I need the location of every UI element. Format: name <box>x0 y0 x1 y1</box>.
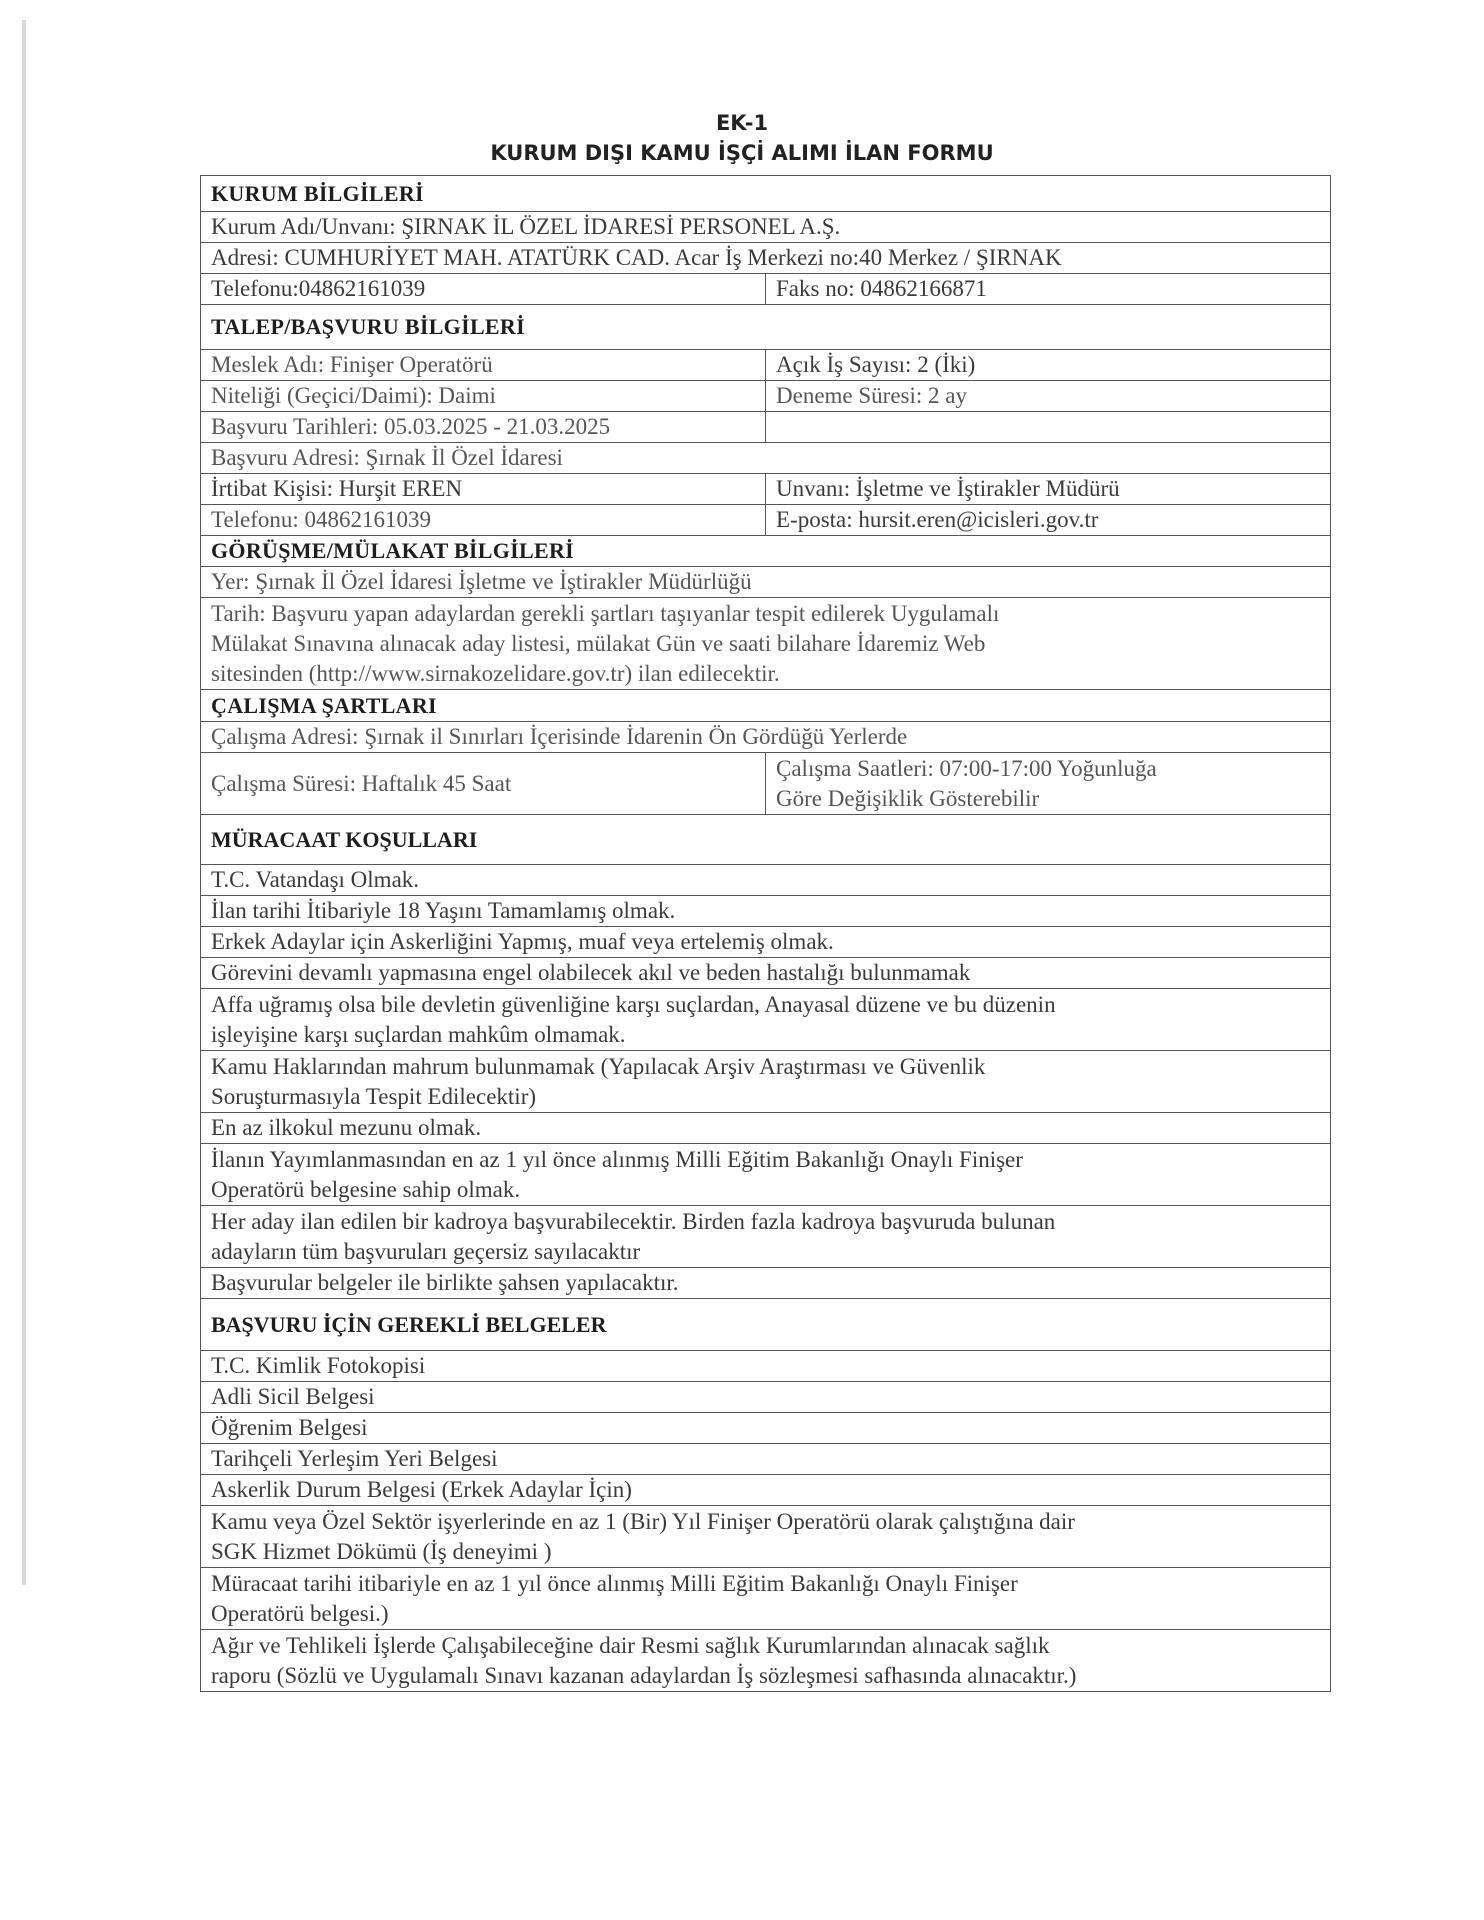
muracaat-item-cell <box>201 927 1331 958</box>
acik-is-sayisi: Açık İş Sayısı: 2 (İki) <box>766 350 1331 381</box>
belge-item-cell <box>201 1413 1331 1444</box>
belge-item-line: Tarihçeli Yerleşim Yeri Belgesi <box>211 1446 498 1471</box>
muracaat-item-line: Affa uğramış olsa bile devletin güvenliğine karşı suçlardan, Anayasal düzene ve bu düzenin <box>211 991 1056 1017</box>
gorusme-tarihi-line: Mülakat Sınavına alınacak aday listesi, mülakat Gün ve saati bilahare İdaremiz Web <box>211 630 986 656</box>
calisma-saatleri <box>766 753 1331 815</box>
meslek-adi: Meslek Adı: Finişer Operatörü <box>201 350 766 381</box>
belge-item-line: raporu (Sözlü ve Uygulamalı Sınavı kazanan adaylardan İş sözleşmesi safhasında alınacaktır.) <box>211 1662 1077 1688</box>
section-row <box>201 690 1331 722</box>
form-row <box>201 443 1331 474</box>
section-heading-talep: TALEP/BAŞVURU BİLGİLERİ <box>201 305 1331 350</box>
muracaat-item-line: adayların tüm başvuruları geçersiz sayılacaktır <box>211 1238 641 1264</box>
calisma-saatleri-line: Çalışma Saatleri: 07:00-17:00 Yoğunluğa <box>776 755 1157 781</box>
muracaat-item <box>201 1051 1331 1113</box>
calisma-suresi: Çalışma Süresi: Haftalık 45 Saat <box>201 753 766 815</box>
kurum-address: Adresi: CUMHURİYET MAH. ATATÜRK CAD. Acar İş Merkezi no:40 Merkez / ŞIRNAK <box>201 243 1331 274</box>
belge-item <box>201 1382 1331 1413</box>
muracaat-item-cell <box>201 1268 1331 1299</box>
muracaat-item <box>201 1144 1331 1206</box>
section-row <box>201 536 1331 567</box>
section-heading-muracaat: MÜRACAAT KOŞULLARI <box>201 815 1331 865</box>
muracaat-item <box>201 1268 1331 1299</box>
form-row <box>201 722 1331 753</box>
scan-edge-mark <box>22 20 26 1585</box>
muracaat-item-line: Görevini devamlı yapmasına engel olabilecek akıl ve beden hastalığı bulunmamak <box>211 960 971 985</box>
gorusme-tarihi-line: Tarih: Başvuru yapan adaylardan gerekli şartları taşıyanlar tespit edilerek Uygulamalı <box>211 600 1000 626</box>
belge-item-line: SGK Hizmet Dökümü (İş deneyimi ) <box>211 1538 552 1564</box>
muracaat-item-line: En az ilkokul mezunu olmak. <box>211 1115 482 1140</box>
belge-item-line: Operatörü belgesi.) <box>211 1600 389 1626</box>
muracaat-item-line: Her aday ilan edilen bir kadroya başvurabilecektir. Birden fazla kadroya başvuruda bulunan <box>211 1208 1056 1234</box>
muracaat-item-cell <box>201 989 1331 1051</box>
form-row <box>201 474 1331 505</box>
muracaat-item-line: işleyişine karşı suçlardan mahkûm olmamak. <box>211 1021 626 1047</box>
belge-item <box>201 1630 1331 1692</box>
basvuru-adresi: Başvuru Adresi: Şırnak İl Özel İdaresi <box>201 443 1331 474</box>
form-row <box>201 350 1331 381</box>
muracaat-item-line: Erkek Adaylar için Askerliğini Yapmış, muaf veya ertelemiş olmak. <box>211 929 834 954</box>
belge-item <box>201 1568 1331 1630</box>
muracaat-item <box>201 958 1331 989</box>
belge-item-cell <box>201 1382 1331 1413</box>
form-row <box>201 598 1331 690</box>
gorusme-tarihi <box>201 598 1331 690</box>
muracaat-item <box>201 865 1331 896</box>
section-row <box>201 815 1331 865</box>
application-form-table <box>200 175 1331 1692</box>
section-heading-belgeler: BAŞVURU İÇİN GEREKLİ BELGELER <box>201 1299 1331 1351</box>
muracaat-item <box>201 896 1331 927</box>
form-row <box>201 243 1331 274</box>
empty-cell <box>766 412 1331 443</box>
form-row <box>201 381 1331 412</box>
document-header <box>0 108 1484 168</box>
calisma-adresi: Çalışma Adresi: Şırnak il Sınırları İçerisinde İdarenin Ön Gördüğü Yerlerde <box>201 722 1331 753</box>
belge-item-line: Ağır ve Tehlikeli İşlerde Çalışabileceğine dair Resmi sağlık Kurumlarından alınacak sağlık <box>211 1632 1050 1658</box>
belge-item <box>201 1351 1331 1382</box>
annex-code: EK-1 <box>715 111 769 135</box>
muracaat-item-line: İlanın Yayımlanmasından en az 1 yıl önce alınmış Milli Eğitim Bakanlığı Onaylı Finişer <box>211 1146 1023 1172</box>
muracaat-item <box>201 1113 1331 1144</box>
belge-item-cell <box>201 1475 1331 1506</box>
belge-item-cell <box>201 1506 1331 1568</box>
section-heading-calisma: ÇALIŞMA ŞARTLARI <box>201 690 1331 722</box>
muracaat-item-cell <box>201 865 1331 896</box>
muracaat-item-line: Başvurular belgeler ile birlikte şahsen yapılacaktır. <box>211 1270 679 1295</box>
muracaat-item-line: Soruşturmasıyla Tespit Edilecektir) <box>211 1083 537 1109</box>
belge-item-line: T.C. Kimlik Fotokopisi <box>211 1353 426 1378</box>
section-row <box>201 1299 1331 1351</box>
kurum-phone: Telefonu:04862161039 <box>201 274 766 305</box>
basvuru-tarihleri: Başvuru Tarihleri: 05.03.2025 - 21.03.2025 <box>201 412 766 443</box>
belge-item-line: Müracaat tarihi itibariyle en az 1 yıl önce alınmış Milli Eğitim Bakanlığı Onaylı Finişer <box>211 1570 1018 1596</box>
muracaat-item-line: T.C. Vatandaşı Olmak. <box>211 867 420 892</box>
belge-item-line: Askerlik Durum Belgesi (Erkek Adaylar İçin) <box>211 1477 632 1502</box>
belge-item-line: Kamu veya Özel Sektör işyerlerinde en az 1 (Bir) Yıl Finişer Operatörü olarak çalıştığına dair <box>211 1508 1075 1534</box>
belge-item-cell <box>201 1568 1331 1630</box>
form-row <box>201 212 1331 243</box>
irtibat-telefonu: Telefonu: 04862161039 <box>201 505 766 536</box>
belge-item <box>201 1475 1331 1506</box>
section-heading-kurum: KURUM BİLGİLERİ <box>201 176 1331 212</box>
belge-item-cell <box>201 1444 1331 1475</box>
muracaat-item-line: Operatörü belgesine sahip olmak. <box>211 1176 521 1202</box>
muracaat-item-cell <box>201 1051 1331 1113</box>
deneme-suresi: Deneme Süresi: 2 ay <box>766 381 1331 412</box>
kurum-name: Kurum Adı/Unvanı: ŞIRNAK İL ÖZEL İDARESİ PERSONEL A.Ş. <box>201 212 1331 243</box>
muracaat-item-cell <box>201 1113 1331 1144</box>
belge-item-cell <box>201 1630 1331 1692</box>
belge-item <box>201 1444 1331 1475</box>
muracaat-item-cell <box>201 896 1331 927</box>
belge-item-cell <box>201 1351 1331 1382</box>
gorusme-tarihi-line: sitesinden (http://www.sirnakozelidare.gov.tr) ilan edilecektir. <box>211 660 780 686</box>
section-row <box>201 305 1331 350</box>
muracaat-item-line: Kamu Haklarından mahrum bulunmamak (Yapılacak Arşiv Araştırması ve Güvenlik <box>211 1053 986 1079</box>
nitelik: Niteliği (Geçici/Daimi): Daimi <box>201 381 766 412</box>
gorusme-yeri: Yer: Şırnak İl Özel İdaresi İşletme ve İştirakler Müdürlüğü <box>201 567 1331 598</box>
irtibat-eposta: E-posta: hursit.eren@icisleri.gov.tr <box>766 505 1331 536</box>
muracaat-item-cell <box>201 958 1331 989</box>
section-heading-gorusme: GÖRÜŞME/MÜLAKAT BİLGİLERİ <box>201 536 1331 567</box>
muracaat-item <box>201 989 1331 1051</box>
belge-item-line: Öğrenim Belgesi <box>211 1415 368 1440</box>
calisma-saatleri-line: Göre Değişiklik Gösterebilir <box>776 785 1040 811</box>
irtibat-unvani: Unvanı: İşletme ve İştirakler Müdürü <box>766 474 1331 505</box>
form-title: KURUM DIŞI KAMU İŞÇİ ALIMI İLAN FORMU <box>490 141 994 165</box>
form-row <box>201 753 1331 815</box>
form-row <box>201 567 1331 598</box>
kurum-fax: Faks no: 04862166871 <box>766 274 1331 305</box>
belge-item <box>201 1506 1331 1568</box>
muracaat-list <box>201 865 1331 1299</box>
muracaat-item-cell <box>201 1206 1331 1268</box>
belgeler-list <box>201 1351 1331 1692</box>
irtibat-kisisi: İrtibat Kişisi: Hurşit EREN <box>201 474 766 505</box>
form-row <box>201 412 1331 443</box>
section-row <box>201 176 1331 212</box>
muracaat-item-cell <box>201 1144 1331 1206</box>
muracaat-item <box>201 927 1331 958</box>
muracaat-item <box>201 1206 1331 1268</box>
muracaat-item-line: İlan tarihi İtibariyle 18 Yaşını Tamamlamış olmak. <box>211 898 676 923</box>
form-row <box>201 274 1331 305</box>
belge-item-line: Adli Sicil Belgesi <box>211 1384 375 1409</box>
form-row <box>201 505 1331 536</box>
belge-item <box>201 1413 1331 1444</box>
